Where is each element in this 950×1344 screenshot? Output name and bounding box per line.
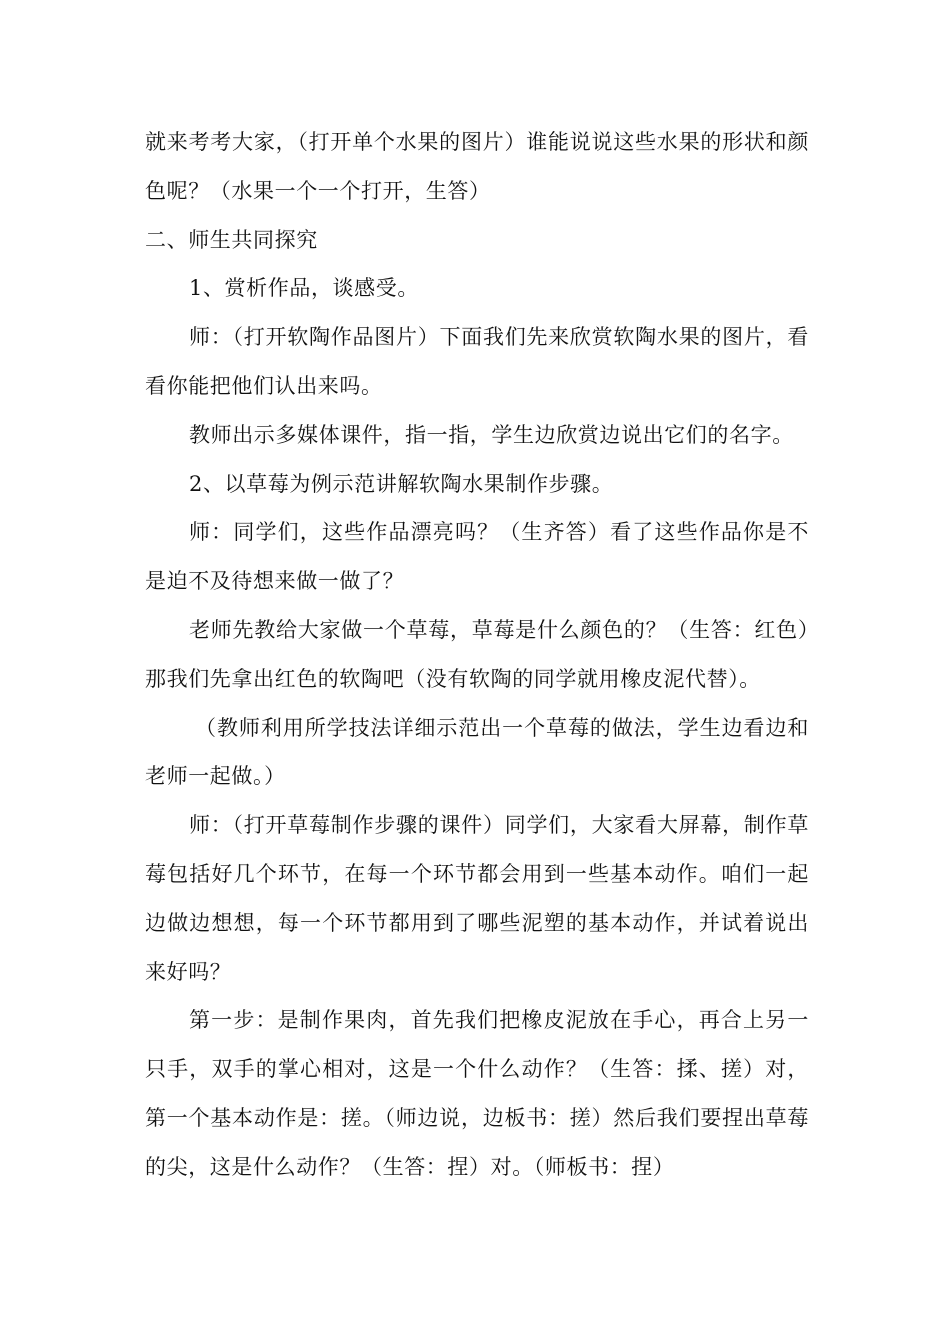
paragraph-first-step: 第一步：是制作果肉，首先我们把橡皮泥放在手心，再合上另一只手，双手的掌心相对，这是一个什么动作？（生答：揉、搓）对，第一个基本动作是：搓。（师边说，边板书：搓）然后我们要捏出草莓的尖，这是什么动作？（生答：捏）对。（师板书：捏） — [145, 1008, 809, 1179]
paragraph-intro-question: 就来考考大家，（打开单个水果的图片）谁能说说这些水果的形状和颜色呢？（水果一个一个打开，生答） — [145, 130, 809, 203]
paragraph-demo-note: （教师利用所学技法详细示范出一个草莓的做法，学生边看边和老师一起做。） — [145, 715, 809, 789]
lesson-plan-text — [145, 118, 809, 1192]
paragraph-multimedia: 教师出示多媒体课件，指一指，学生边欣赏边说出它们的名字。 — [189, 422, 794, 447]
paragraph-teacher-show-works: 师：（打开软陶作品图片）下面我们先来欣赏软陶水果的图片，看看你能把他们认出来吗。 — [145, 325, 809, 398]
step-2-heading: 2、以草莓为例示范讲解软陶水果制作步骤。 — [189, 471, 614, 496]
section-heading-explore: 二、师生共同探究 — [145, 227, 318, 252]
paragraph-teacher-question: 师：同学们，这些作品漂亮吗？（生齐答）看了这些作品你是不是迫不及待想来做一做了？ — [145, 520, 809, 594]
step-1-heading: 1、赏析作品，谈感受。 — [189, 276, 419, 301]
paragraph-courseware-steps: 师：（打开草莓制作步骤的课件）同学们，大家看大屏幕，制作草莓包括好几个环节，在每一个环节都会用到一些基本动作。咱们一起边做边想想，每一个环节都用到了哪些泥塑的基本动作，并试着说出来好吗？ — [145, 813, 809, 984]
paragraph-strawberry-color: 老师先教给大家做一个草莓，草莓是什么颜色的？（生答：红色）那我们先拿出红色的软陶吧（没有软陶的同学就用橡皮泥代替）。 — [145, 617, 809, 691]
